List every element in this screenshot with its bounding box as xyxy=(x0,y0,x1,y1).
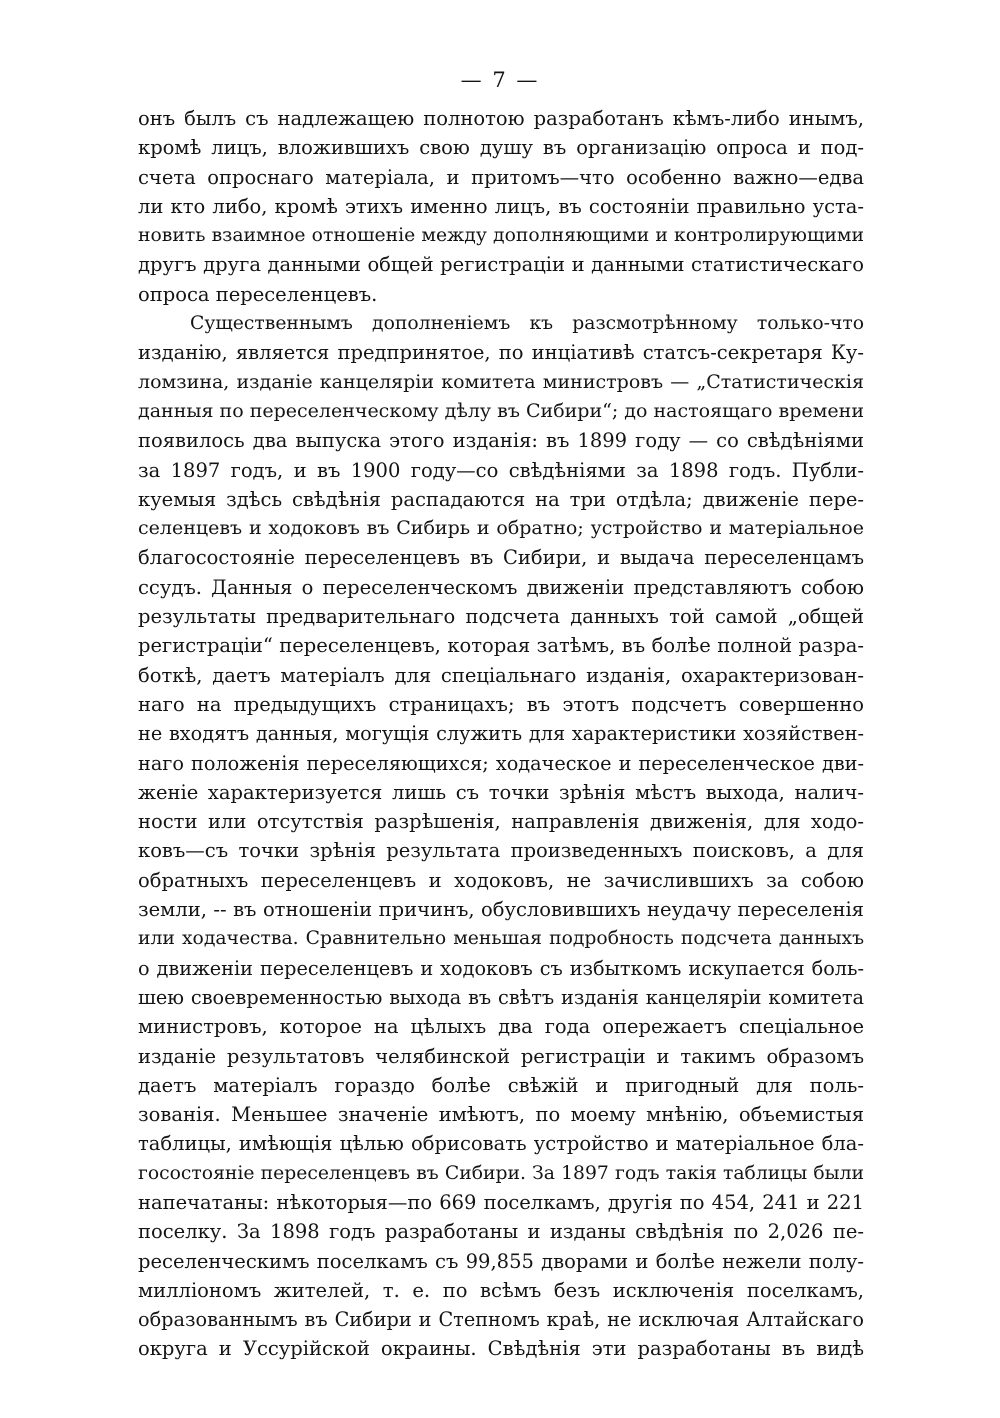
text-line: даетъ матеріалъ гораздо болѣе свѣжій и пригодный для поль- xyxy=(138,1073,864,1097)
text-line: милліономъ жителей, т. е. по всѣмъ безъ исключенія поселкамъ, xyxy=(138,1278,864,1302)
text-line: о движеніи переселенцевъ и ходоковъ съ избыткомъ искупается боль- xyxy=(138,956,864,980)
text-line: таблицы, имѣющія цѣлью обрисовать устройство и матеріальное бла- xyxy=(138,1132,864,1156)
paragraph-continuation xyxy=(138,104,864,309)
text-line: за 1897 годъ, и въ 1900 году—со свѣдѣніями за 1898 годъ. Публи- xyxy=(138,458,864,482)
text-line: наго положенія переселяющихся; ходаческое и переселенческое дви- xyxy=(138,751,864,775)
text-line: ковъ—съ точки зрѣнія результата произведенныхъ поисковъ, а для xyxy=(138,839,864,863)
text-line: земли, -- въ отношеніи причинъ, обусловившихъ неудачу переселенія xyxy=(138,898,864,922)
text-line: благосостояніе переселенцевъ въ Сибири, и выдача переселенцамъ xyxy=(138,546,864,570)
text-line: боткѣ, даетъ матеріалъ для спеціальнаго изданія, охарактеризован- xyxy=(138,663,864,687)
text-line: данныя по переселенческому дѣлу въ Сибири“; до настоящаго времени xyxy=(138,399,864,422)
text-line: изданію, является предпринятое, по инціативѣ статсъ-секретаря Ку- xyxy=(138,341,864,365)
text-line: министровъ, которое на цѣлыхъ два года опережаетъ спеціальное xyxy=(138,1015,864,1039)
text-line: ности или отсутствія разрѣшенія, направленія движенія, для ходо- xyxy=(138,810,864,834)
text-line: наго на предыдущихъ страницахъ; въ этотъ подсчетъ совершенно xyxy=(138,692,864,716)
text-line: селенцевъ и ходоковъ въ Сибирь и обратно; устройство и матеріальное xyxy=(138,517,864,540)
text-line: изданіе результатовъ челябинской регистраціи и такимъ образомъ xyxy=(138,1044,864,1068)
text-line: женіе характеризуется лишь съ точки зрѣнія мѣстъ выхода, налич- xyxy=(138,780,864,804)
text-line: образованнымъ въ Сибири и Степномъ краѣ, не исключая Алтайскаго xyxy=(138,1308,864,1332)
text-line: реселенческимъ поселкамъ съ 99,855 дворами и болѣе нежели полу- xyxy=(138,1249,864,1273)
text-line: ломзина, изданіе канцеляріи комитета министровъ — „Статистическія xyxy=(138,370,864,393)
text-line: напечатаны: нѣкоторыя—по 669 поселкамъ, другія по 454, 241 и 221 xyxy=(138,1190,864,1214)
text-line: не входятъ данныя, могущія служить для характеристики хозяйствен- xyxy=(138,722,864,746)
text-line: госостояніе переселенцевъ въ Сибири. За 1897 годъ такія таблицы были xyxy=(138,1162,864,1184)
text-line: шею своевременностью выхода въ свѣтъ изданія канцеляріи комитета xyxy=(138,985,864,1009)
text-line: регистраціи“ переселенцевъ, которая затѣмъ, въ болѣе полной разра- xyxy=(138,634,864,658)
text-line: поселку. За 1898 годъ разработаны и изданы свѣдѣнія по 2,026 пе- xyxy=(138,1220,864,1244)
text-line: другъ друга данными общей регистраціи и данными статистическаго xyxy=(138,253,864,277)
text-line: ли кто либо, кромѣ этихъ именно лицъ, въ состояніи правильно уста- xyxy=(138,194,864,218)
text-line: результаты предварительнаго подсчета данныхъ той самой „общей xyxy=(138,605,864,629)
text-line: куемыя здѣсь свѣдѣнія распадаются на три отдѣла; движеніе пере- xyxy=(138,487,864,511)
text-line: обратныхъ переселенцевъ и ходоковъ, не зачислившихъ за собою xyxy=(138,868,864,892)
page-number: — 7 — xyxy=(460,68,540,92)
body-text xyxy=(138,104,864,1364)
text-line: округа и Уссурійской окраины. Свѣдѣнія эти разработаны въ видѣ xyxy=(138,1337,864,1361)
text-line: онъ былъ съ надлежащею полнотою разработанъ кѣмъ-либо инымъ, xyxy=(138,107,864,130)
text-line: Существеннымъ дополненіемъ къ разсмотрѣнному только-что xyxy=(190,313,864,335)
paragraph-main xyxy=(138,309,864,1364)
text-line: или ходачества. Сравнительно меньшая подробность подсчета данныхъ xyxy=(138,928,864,950)
text-line: новить взаимное отношеніе между дополняющими и контролирующими xyxy=(138,225,864,247)
text-line: появилось два выпуска этого изданія: въ 1899 году — со свѣдѣніями xyxy=(138,429,864,453)
text-line: опроса переселенцевъ. xyxy=(138,282,378,306)
text-line: ссудъ. Данныя о переселенческомъ движеніи представляютъ собою xyxy=(138,575,864,599)
text-line: счета опроснаго матеріала, и притомъ—что особенно важно—едва xyxy=(138,165,864,189)
text-line: зованія. Меньшее значеніе имѣютъ, по моему мнѣнію, объемистыя xyxy=(138,1103,864,1127)
text-line: кромѣ лицъ, вложившихъ свою душу въ организацію опроса и под- xyxy=(138,136,864,160)
